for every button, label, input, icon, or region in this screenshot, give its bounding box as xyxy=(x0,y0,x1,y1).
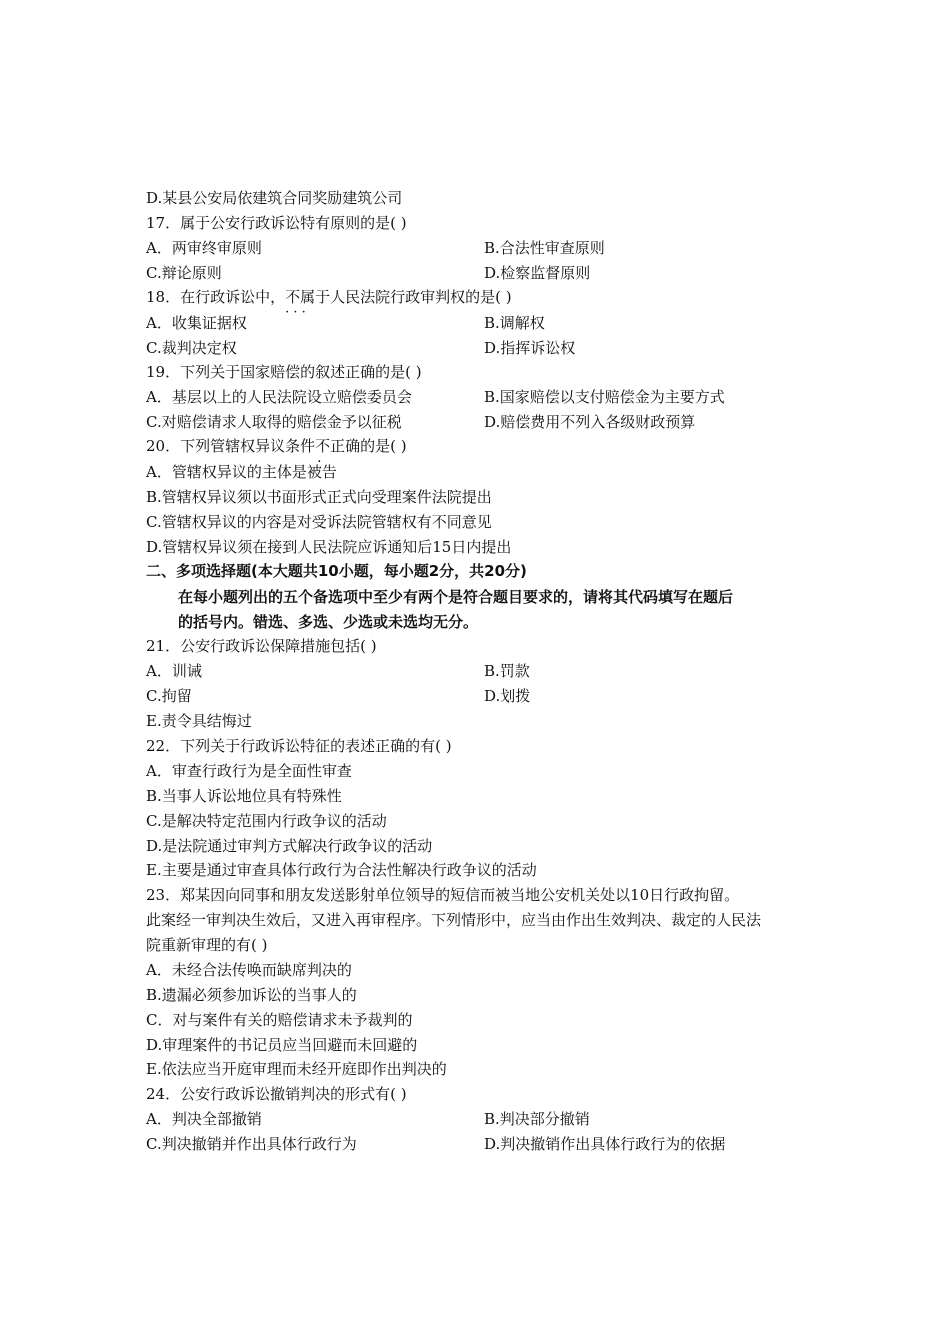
q23-option-e: E.依法应当开庭审理而未经开庭即作出判决的 xyxy=(146,1060,447,1078)
q24-stem: 24．公安行政诉讼撤销判决的形式有( ) xyxy=(146,1085,407,1103)
q18-stem xyxy=(146,285,512,309)
q24-option-c: C.判决撤销并作出具体行政行为 xyxy=(146,1135,357,1153)
q21-option-a: A．训诫 xyxy=(146,662,202,680)
q17-option-c: C.辩论原则 xyxy=(146,264,222,282)
q18-option-a: A．收集证据权 xyxy=(146,314,247,332)
q18-option-b: B.调解权 xyxy=(484,314,545,332)
q20-stem-post: 正确的是( ) xyxy=(330,437,407,455)
q18-stem-pre: 18．在行政诉讼中， xyxy=(146,288,286,306)
q19-option-a: A．基层以上的人民法院设立赔偿委员会 xyxy=(146,388,412,406)
q22-stem: 22．下列关于行政诉讼特征的表述正确的有( ) xyxy=(146,737,452,755)
q23-option-d: D.审理案件的书记员应当回避而未回避的 xyxy=(146,1036,418,1054)
q17-stem: 17．属于公安行政诉讼特有原则的是( ) xyxy=(146,214,407,232)
q20-stem-pre: 20．下列管辖权异议条件 xyxy=(146,437,316,455)
q19-option-d: D.赔偿费用不列入各级财政预算 xyxy=(484,413,696,431)
q17-option-d: D.检察监督原则 xyxy=(484,264,591,282)
q19-option-c: C.对赔偿请求人取得的赔偿金予以征税 xyxy=(146,413,402,431)
q22-option-a: A．审查行政行为是全面性审查 xyxy=(146,762,352,780)
q23-stem-line1: 23．郑某因向同事和朋友发送影射单位领导的短信而被当地公安机关处以10日行政拘留。 xyxy=(146,886,740,904)
q18-option-c: C.裁判决定权 xyxy=(146,339,237,357)
q20-emphasis: 不 xyxy=(315,437,331,455)
q24-option-d: D.判决撤销作出具体行政行为的依据 xyxy=(484,1135,726,1153)
q18-option-d: D.指挥诉讼权 xyxy=(484,339,576,357)
q20-option-a: A．管辖权异议的主体是被告 xyxy=(146,463,337,481)
q21-option-c: C.拘留 xyxy=(146,687,192,705)
q21-option-b: B.罚款 xyxy=(484,662,530,680)
q22-option-e: E.主要是通过审查具体行政行为合法性解决行政争议的活动 xyxy=(146,861,537,879)
q21-option-d: D.划拨 xyxy=(484,687,531,705)
q17-option-a: A．两审终审原则 xyxy=(146,239,262,257)
q21-stem: 21．公安行政诉讼保障措施包括( ) xyxy=(146,637,377,655)
q18-stem-post: 人民法院行政审判权的是( ) xyxy=(330,288,512,306)
q24-option-a: A．判决全部撤销 xyxy=(146,1110,262,1128)
q17-option-b: B.合法性审查原则 xyxy=(484,239,605,257)
section-instructions-line1: 在每小题列出的五个备选项中至少有两个是符合题目要求的，请将其代码填写在题后 xyxy=(178,588,734,606)
q20-stem xyxy=(146,434,407,458)
q18-emphasis: 不属于 · · · xyxy=(285,288,330,306)
q16-option-d: D.某县公安局依建筑合同奖励建筑公司 xyxy=(146,189,403,207)
q23-option-b: B.遗漏必须参加诉讼的当事人的 xyxy=(146,986,357,1004)
q23-option-c: C．对与案件有关的赔偿请求未予裁判的 xyxy=(146,1011,413,1029)
q19-stem: 19．下列关于国家赔偿的叙述正确的是( ) xyxy=(146,363,422,381)
q22-option-d: D.是法院通过审判方式解决行政争议的活动 xyxy=(146,837,433,855)
q20-option-b: B.管辖权异议须以书面形式正式向受理案件法院提出 xyxy=(146,488,492,506)
q22-option-b: B.当事人诉讼地位具有特殊性 xyxy=(146,787,342,805)
q23-stem-line2: 此案经一审判决生效后，又进入再审程序。下列情形中，应当由作出生效判决、裁定的人民法 xyxy=(146,911,762,929)
q19-option-b: B.国家赔偿以支付赔偿金为主要方式 xyxy=(484,388,725,406)
q24-option-b: B.判决部分撤销 xyxy=(484,1110,590,1128)
q23-option-a: A．未经合法传唤而缺席判决的 xyxy=(146,961,352,979)
section-heading: 二、多项选择题(本大题共10小题，每小题2分，共20分) xyxy=(146,562,527,580)
q21-option-e: E.责令具结悔过 xyxy=(146,712,252,730)
section-instructions-line2: 的括号内。错选、多选、少选或未选均无分。 xyxy=(178,613,479,631)
q20-option-c: C.管辖权异议的内容是对受诉法院管辖权有不同意见 xyxy=(146,513,492,531)
q23-stem-line3: 院重新审理的有( ) xyxy=(146,936,268,954)
q22-option-c: C.是解决特定范围内行政争议的活动 xyxy=(146,812,387,830)
q20-option-d: D.管辖权异议须在接到人民法院应诉通知后15日内提出 xyxy=(146,538,512,556)
